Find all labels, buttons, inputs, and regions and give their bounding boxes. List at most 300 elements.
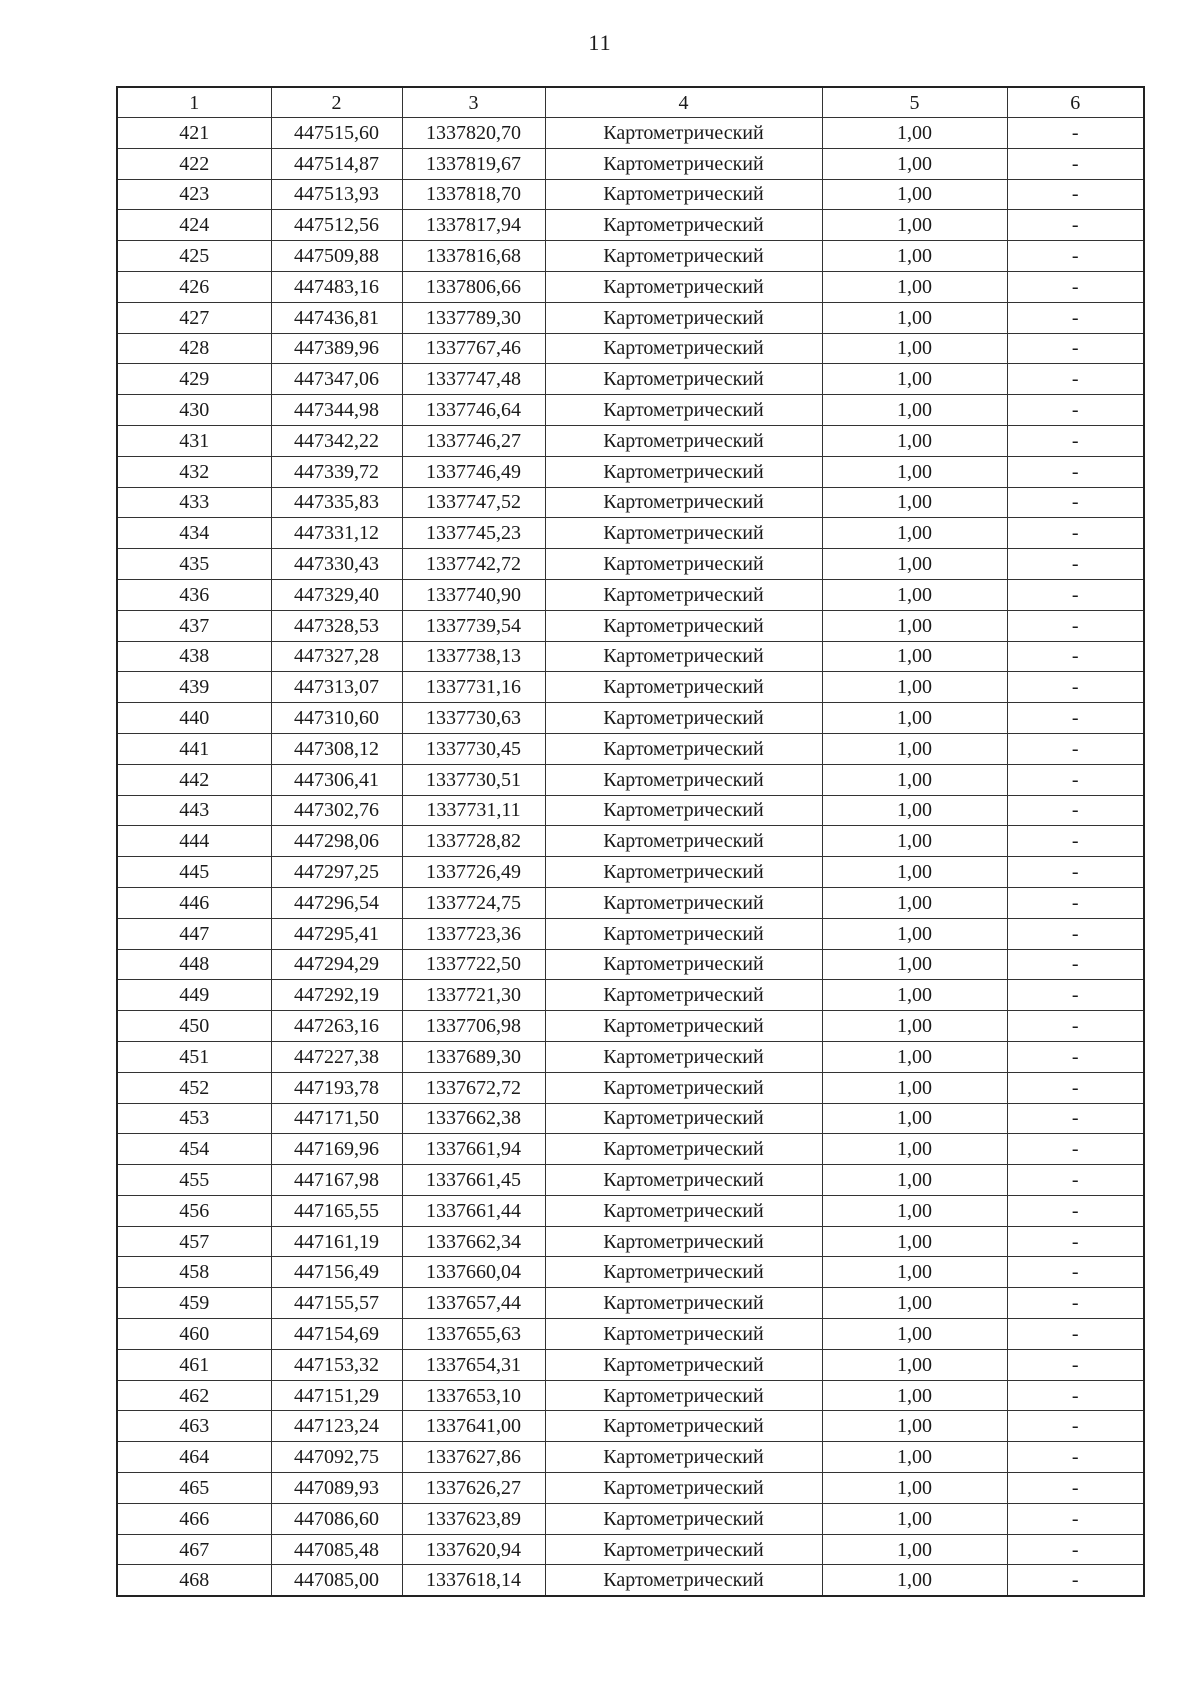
point-number-cell: 424 [117, 210, 271, 241]
table-row [117, 364, 1144, 395]
note-cell: - [1007, 518, 1144, 549]
x-coordinate-cell: 447331,12 [271, 518, 402, 549]
note-cell: - [1007, 980, 1144, 1011]
y-coordinate-cell: 1337818,70 [402, 179, 545, 210]
table-row [117, 1257, 1144, 1288]
coordinates-table [116, 86, 1145, 1597]
table-body [117, 118, 1144, 1597]
x-coordinate-cell: 447344,98 [271, 395, 402, 426]
note-cell: - [1007, 271, 1144, 302]
y-coordinate-cell: 1337661,94 [402, 1134, 545, 1165]
note-cell: - [1007, 1165, 1144, 1196]
method-cell: Картометрический [545, 703, 822, 734]
x-coordinate-cell: 447330,43 [271, 549, 402, 580]
y-coordinate-cell: 1337789,30 [402, 302, 545, 333]
y-coordinate-cell: 1337661,44 [402, 1195, 545, 1226]
x-coordinate-cell: 447295,41 [271, 918, 402, 949]
table-row [117, 887, 1144, 918]
accuracy-cell: 1,00 [822, 1041, 1007, 1072]
note-cell: - [1007, 610, 1144, 641]
method-cell: Картометрический [545, 1534, 822, 1565]
point-number-cell: 455 [117, 1165, 271, 1196]
table-row [117, 179, 1144, 210]
method-cell: Картометрический [545, 733, 822, 764]
accuracy-cell: 1,00 [822, 333, 1007, 364]
x-coordinate-cell: 447509,88 [271, 241, 402, 272]
method-cell: Картометрический [545, 1349, 822, 1380]
method-cell: Картометрический [545, 1473, 822, 1504]
x-coordinate-cell: 447092,75 [271, 1442, 402, 1473]
point-number-cell: 457 [117, 1226, 271, 1257]
method-cell: Картометрический [545, 1072, 822, 1103]
table-row [117, 148, 1144, 179]
table-row [117, 1165, 1144, 1196]
note-cell: - [1007, 302, 1144, 333]
table-row [117, 1195, 1144, 1226]
point-number-cell: 448 [117, 949, 271, 980]
point-number-cell: 458 [117, 1257, 271, 1288]
point-number-cell: 454 [117, 1134, 271, 1165]
method-cell: Картометрический [545, 672, 822, 703]
point-number-cell: 453 [117, 1103, 271, 1134]
x-coordinate-cell: 447123,24 [271, 1411, 402, 1442]
y-coordinate-cell: 1337641,00 [402, 1411, 545, 1442]
method-cell: Картометрический [545, 1011, 822, 1042]
point-number-cell: 452 [117, 1072, 271, 1103]
y-coordinate-cell: 1337721,30 [402, 980, 545, 1011]
x-coordinate-cell: 447514,87 [271, 148, 402, 179]
y-coordinate-cell: 1337745,23 [402, 518, 545, 549]
y-coordinate-cell: 1337620,94 [402, 1534, 545, 1565]
method-cell: Картометрический [545, 395, 822, 426]
y-coordinate-cell: 1337657,44 [402, 1288, 545, 1319]
accuracy-cell: 1,00 [822, 456, 1007, 487]
point-number-cell: 431 [117, 425, 271, 456]
method-cell: Картометрический [545, 118, 822, 149]
y-coordinate-cell: 1337767,46 [402, 333, 545, 364]
accuracy-cell: 1,00 [822, 733, 1007, 764]
column-header-1: 1 [117, 87, 271, 118]
table-row [117, 703, 1144, 734]
table-row [117, 118, 1144, 149]
x-coordinate-cell: 447167,98 [271, 1165, 402, 1196]
point-number-cell: 444 [117, 826, 271, 857]
accuracy-cell: 1,00 [822, 302, 1007, 333]
method-cell: Картометрический [545, 887, 822, 918]
y-coordinate-cell: 1337618,14 [402, 1565, 545, 1596]
note-cell: - [1007, 703, 1144, 734]
table-row [117, 1011, 1144, 1042]
x-coordinate-cell: 447297,25 [271, 857, 402, 888]
accuracy-cell: 1,00 [822, 210, 1007, 241]
x-coordinate-cell: 447296,54 [271, 887, 402, 918]
point-number-cell: 443 [117, 795, 271, 826]
point-number-cell: 465 [117, 1473, 271, 1504]
note-cell: - [1007, 1442, 1144, 1473]
method-cell: Картометрический [545, 425, 822, 456]
note-cell: - [1007, 148, 1144, 179]
method-cell: Картометрический [545, 1380, 822, 1411]
point-number-cell: 461 [117, 1349, 271, 1380]
method-cell: Картометрический [545, 1442, 822, 1473]
point-number-cell: 426 [117, 271, 271, 302]
point-number-cell: 441 [117, 733, 271, 764]
table-row [117, 241, 1144, 272]
note-cell: - [1007, 764, 1144, 795]
x-coordinate-cell: 447339,72 [271, 456, 402, 487]
accuracy-cell: 1,00 [822, 764, 1007, 795]
note-cell: - [1007, 549, 1144, 580]
note-cell: - [1007, 733, 1144, 764]
table-row [117, 641, 1144, 672]
accuracy-cell: 1,00 [822, 179, 1007, 210]
y-coordinate-cell: 1337820,70 [402, 118, 545, 149]
method-cell: Картометрический [545, 487, 822, 518]
x-coordinate-cell: 447155,57 [271, 1288, 402, 1319]
method-cell: Картометрический [545, 795, 822, 826]
table-row [117, 610, 1144, 641]
point-number-cell: 425 [117, 241, 271, 272]
accuracy-cell: 1,00 [822, 1288, 1007, 1319]
x-coordinate-cell: 447328,53 [271, 610, 402, 641]
point-number-cell: 463 [117, 1411, 271, 1442]
y-coordinate-cell: 1337623,89 [402, 1503, 545, 1534]
accuracy-cell: 1,00 [822, 610, 1007, 641]
method-cell: Картометрический [545, 241, 822, 272]
x-coordinate-cell: 447171,50 [271, 1103, 402, 1134]
note-cell: - [1007, 210, 1144, 241]
note-cell: - [1007, 456, 1144, 487]
y-coordinate-cell: 1337740,90 [402, 579, 545, 610]
point-number-cell: 428 [117, 333, 271, 364]
method-cell: Картометрический [545, 549, 822, 580]
accuracy-cell: 1,00 [822, 1565, 1007, 1596]
accuracy-cell: 1,00 [822, 949, 1007, 980]
table-row [117, 302, 1144, 333]
table-row [117, 1565, 1144, 1596]
table-row [117, 579, 1144, 610]
note-cell: - [1007, 1041, 1144, 1072]
table-row [117, 1473, 1144, 1504]
method-cell: Картометрический [545, 148, 822, 179]
y-coordinate-cell: 1337817,94 [402, 210, 545, 241]
note-cell: - [1007, 1072, 1144, 1103]
note-cell: - [1007, 1534, 1144, 1565]
note-cell: - [1007, 641, 1144, 672]
table-row [117, 210, 1144, 241]
note-cell: - [1007, 333, 1144, 364]
column-header-2: 2 [271, 87, 402, 118]
x-coordinate-cell: 447085,48 [271, 1534, 402, 1565]
x-coordinate-cell: 447263,16 [271, 1011, 402, 1042]
point-number-cell: 427 [117, 302, 271, 333]
note-cell: - [1007, 1503, 1144, 1534]
accuracy-cell: 1,00 [822, 549, 1007, 580]
note-cell: - [1007, 1195, 1144, 1226]
y-coordinate-cell: 1337746,27 [402, 425, 545, 456]
method-cell: Картометрический [545, 1503, 822, 1534]
table-header-row [117, 87, 1144, 118]
note-cell: - [1007, 887, 1144, 918]
method-cell: Картометрический [545, 610, 822, 641]
y-coordinate-cell: 1337731,11 [402, 795, 545, 826]
x-coordinate-cell: 447335,83 [271, 487, 402, 518]
y-coordinate-cell: 1337730,63 [402, 703, 545, 734]
accuracy-cell: 1,00 [822, 1165, 1007, 1196]
accuracy-cell: 1,00 [822, 1349, 1007, 1380]
note-cell: - [1007, 949, 1144, 980]
table-row [117, 425, 1144, 456]
x-coordinate-cell: 447389,96 [271, 333, 402, 364]
table-row [117, 271, 1144, 302]
point-number-cell: 468 [117, 1565, 271, 1596]
method-cell: Картометрический [545, 1319, 822, 1350]
point-number-cell: 460 [117, 1319, 271, 1350]
note-cell: - [1007, 579, 1144, 610]
method-cell: Картометрический [545, 764, 822, 795]
y-coordinate-cell: 1337806,66 [402, 271, 545, 302]
table-row [117, 549, 1144, 580]
x-coordinate-cell: 447153,32 [271, 1349, 402, 1380]
point-number-cell: 429 [117, 364, 271, 395]
method-cell: Картометрический [545, 333, 822, 364]
y-coordinate-cell: 1337653,10 [402, 1380, 545, 1411]
accuracy-cell: 1,00 [822, 703, 1007, 734]
note-cell: - [1007, 179, 1144, 210]
table-row [117, 1380, 1144, 1411]
y-coordinate-cell: 1337723,36 [402, 918, 545, 949]
table-row [117, 980, 1144, 1011]
y-coordinate-cell: 1337689,30 [402, 1041, 545, 1072]
accuracy-cell: 1,00 [822, 518, 1007, 549]
x-coordinate-cell: 447310,60 [271, 703, 402, 734]
x-coordinate-cell: 447329,40 [271, 579, 402, 610]
method-cell: Картометрический [545, 1103, 822, 1134]
accuracy-cell: 1,00 [822, 118, 1007, 149]
method-cell: Картометрический [545, 302, 822, 333]
table-row [117, 487, 1144, 518]
accuracy-cell: 1,00 [822, 857, 1007, 888]
table-row [117, 795, 1144, 826]
x-coordinate-cell: 447298,06 [271, 826, 402, 857]
method-cell: Картометрический [545, 980, 822, 1011]
x-coordinate-cell: 447294,29 [271, 949, 402, 980]
table-row [117, 1534, 1144, 1565]
table-row [117, 918, 1144, 949]
method-cell: Картометрический [545, 1041, 822, 1072]
table-row [117, 1442, 1144, 1473]
accuracy-cell: 1,00 [822, 1226, 1007, 1257]
accuracy-cell: 1,00 [822, 395, 1007, 426]
y-coordinate-cell: 1337654,31 [402, 1349, 545, 1380]
y-coordinate-cell: 1337662,34 [402, 1226, 545, 1257]
point-number-cell: 436 [117, 579, 271, 610]
method-cell: Картометрический [545, 179, 822, 210]
x-coordinate-cell: 447306,41 [271, 764, 402, 795]
x-coordinate-cell: 447347,06 [271, 364, 402, 395]
x-coordinate-cell: 447513,93 [271, 179, 402, 210]
point-number-cell: 430 [117, 395, 271, 426]
accuracy-cell: 1,00 [822, 425, 1007, 456]
x-coordinate-cell: 447151,29 [271, 1380, 402, 1411]
point-number-cell: 438 [117, 641, 271, 672]
y-coordinate-cell: 1337724,75 [402, 887, 545, 918]
accuracy-cell: 1,00 [822, 148, 1007, 179]
note-cell: - [1007, 1565, 1144, 1596]
x-coordinate-cell: 447165,55 [271, 1195, 402, 1226]
point-number-cell: 437 [117, 610, 271, 641]
point-number-cell: 467 [117, 1534, 271, 1565]
accuracy-cell: 1,00 [822, 271, 1007, 302]
note-cell: - [1007, 1380, 1144, 1411]
method-cell: Картометрический [545, 918, 822, 949]
method-cell: Картометрический [545, 579, 822, 610]
table-row [117, 333, 1144, 364]
table-row [117, 949, 1144, 980]
accuracy-cell: 1,00 [822, 1195, 1007, 1226]
accuracy-cell: 1,00 [822, 1103, 1007, 1134]
method-cell: Картометрический [545, 857, 822, 888]
accuracy-cell: 1,00 [822, 795, 1007, 826]
y-coordinate-cell: 1337739,54 [402, 610, 545, 641]
x-coordinate-cell: 447515,60 [271, 118, 402, 149]
method-cell: Картометрический [545, 641, 822, 672]
y-coordinate-cell: 1337738,13 [402, 641, 545, 672]
note-cell: - [1007, 795, 1144, 826]
method-cell: Картометрический [545, 1134, 822, 1165]
table-row [117, 733, 1144, 764]
x-coordinate-cell: 447154,69 [271, 1319, 402, 1350]
method-cell: Картометрический [545, 1226, 822, 1257]
y-coordinate-cell: 1337747,52 [402, 487, 545, 518]
note-cell: - [1007, 1319, 1144, 1350]
method-cell: Картометрический [545, 1257, 822, 1288]
point-number-cell: 466 [117, 1503, 271, 1534]
column-header-4: 4 [545, 87, 822, 118]
point-number-cell: 459 [117, 1288, 271, 1319]
accuracy-cell: 1,00 [822, 887, 1007, 918]
table-row [117, 1041, 1144, 1072]
point-number-cell: 451 [117, 1041, 271, 1072]
note-cell: - [1007, 118, 1144, 149]
note-cell: - [1007, 857, 1144, 888]
table-row [117, 1288, 1144, 1319]
method-cell: Картометрический [545, 826, 822, 857]
table-row [117, 456, 1144, 487]
method-cell: Картометрический [545, 1288, 822, 1319]
table-row [117, 1072, 1144, 1103]
point-number-cell: 440 [117, 703, 271, 734]
y-coordinate-cell: 1337672,72 [402, 1072, 545, 1103]
y-coordinate-cell: 1337660,04 [402, 1257, 545, 1288]
y-coordinate-cell: 1337661,45 [402, 1165, 545, 1196]
point-number-cell: 439 [117, 672, 271, 703]
accuracy-cell: 1,00 [822, 241, 1007, 272]
y-coordinate-cell: 1337746,64 [402, 395, 545, 426]
x-coordinate-cell: 447342,22 [271, 425, 402, 456]
table-row [117, 1226, 1144, 1257]
table-row [117, 1134, 1144, 1165]
point-number-cell: 432 [117, 456, 271, 487]
table-row [117, 518, 1144, 549]
table-row [117, 826, 1144, 857]
accuracy-cell: 1,00 [822, 1534, 1007, 1565]
x-coordinate-cell: 447227,38 [271, 1041, 402, 1072]
table-row [117, 395, 1144, 426]
note-cell: - [1007, 1134, 1144, 1165]
y-coordinate-cell: 1337728,82 [402, 826, 545, 857]
y-coordinate-cell: 1337726,49 [402, 857, 545, 888]
accuracy-cell: 1,00 [822, 1134, 1007, 1165]
x-coordinate-cell: 447085,00 [271, 1565, 402, 1596]
accuracy-cell: 1,00 [822, 487, 1007, 518]
y-coordinate-cell: 1337706,98 [402, 1011, 545, 1042]
y-coordinate-cell: 1337819,67 [402, 148, 545, 179]
x-coordinate-cell: 447193,78 [271, 1072, 402, 1103]
note-cell: - [1007, 1257, 1144, 1288]
note-cell: - [1007, 1411, 1144, 1442]
method-cell: Картометрический [545, 210, 822, 241]
x-coordinate-cell: 447512,56 [271, 210, 402, 241]
point-number-cell: 462 [117, 1380, 271, 1411]
table-row [117, 1503, 1144, 1534]
point-number-cell: 422 [117, 148, 271, 179]
method-cell: Картометрический [545, 1565, 822, 1596]
x-coordinate-cell: 447327,28 [271, 641, 402, 672]
x-coordinate-cell: 447308,12 [271, 733, 402, 764]
y-coordinate-cell: 1337626,27 [402, 1473, 545, 1504]
y-coordinate-cell: 1337747,48 [402, 364, 545, 395]
x-coordinate-cell: 447169,96 [271, 1134, 402, 1165]
y-coordinate-cell: 1337742,72 [402, 549, 545, 580]
method-cell: Картометрический [545, 271, 822, 302]
accuracy-cell: 1,00 [822, 1072, 1007, 1103]
note-cell: - [1007, 1103, 1144, 1134]
table-row [117, 1103, 1144, 1134]
x-coordinate-cell: 447161,19 [271, 1226, 402, 1257]
note-cell: - [1007, 364, 1144, 395]
method-cell: Картометрический [545, 1411, 822, 1442]
point-number-cell: 449 [117, 980, 271, 1011]
accuracy-cell: 1,00 [822, 1257, 1007, 1288]
note-cell: - [1007, 1473, 1144, 1504]
note-cell: - [1007, 1349, 1144, 1380]
point-number-cell: 450 [117, 1011, 271, 1042]
y-coordinate-cell: 1337731,16 [402, 672, 545, 703]
y-coordinate-cell: 1337730,51 [402, 764, 545, 795]
point-number-cell: 442 [117, 764, 271, 795]
x-coordinate-cell: 447483,16 [271, 271, 402, 302]
x-coordinate-cell: 447089,93 [271, 1473, 402, 1504]
x-coordinate-cell: 447436,81 [271, 302, 402, 333]
method-cell: Картометрический [545, 1165, 822, 1196]
note-cell: - [1007, 672, 1144, 703]
note-cell: - [1007, 918, 1144, 949]
point-number-cell: 446 [117, 887, 271, 918]
table-row [117, 857, 1144, 888]
note-cell: - [1007, 1288, 1144, 1319]
table-row [117, 1349, 1144, 1380]
y-coordinate-cell: 1337730,45 [402, 733, 545, 764]
y-coordinate-cell: 1337816,68 [402, 241, 545, 272]
note-cell: - [1007, 1226, 1144, 1257]
accuracy-cell: 1,00 [822, 918, 1007, 949]
accuracy-cell: 1,00 [822, 364, 1007, 395]
point-number-cell: 423 [117, 179, 271, 210]
accuracy-cell: 1,00 [822, 980, 1007, 1011]
note-cell: - [1007, 241, 1144, 272]
method-cell: Картометрический [545, 364, 822, 395]
